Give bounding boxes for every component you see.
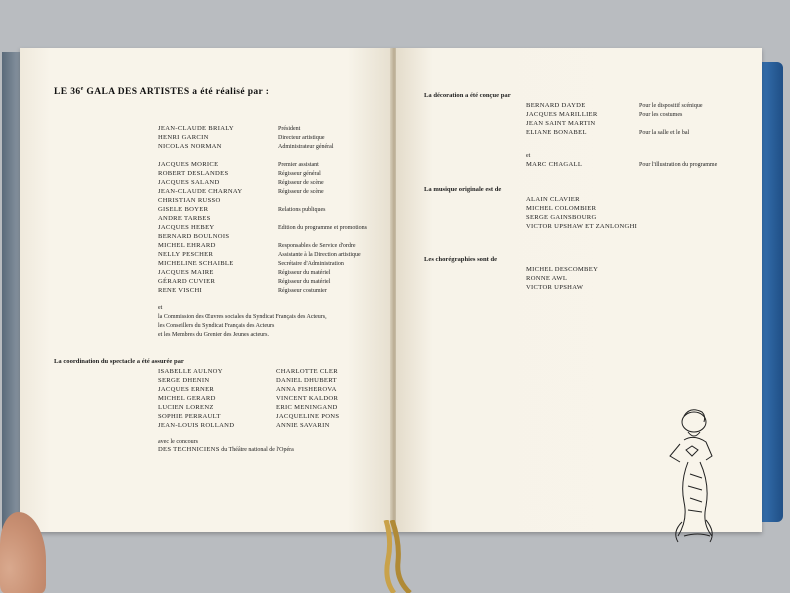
- composer-name: MICHEL COLOMBIER: [526, 205, 597, 212]
- staff-name: JACQUES SALAND: [158, 179, 220, 186]
- decorator-name: ELIANE BONABEL: [526, 129, 587, 136]
- staff-name: BERNARD BOULNOIS: [158, 233, 230, 240]
- et-label-right: et: [526, 153, 531, 159]
- coordinator-name: SERGE DHENIN: [158, 377, 210, 384]
- staff-role: Administrateur général: [278, 144, 334, 150]
- bookmark-ribbon: [380, 520, 420, 593]
- coordinator-name: ANNA FISHEROVA: [276, 386, 337, 393]
- decoration-title: La décoration a été conçue par: [424, 92, 511, 99]
- chagall-role: Pour l'illustration du programme: [639, 162, 718, 168]
- chagall-name: MARC CHAGALL: [526, 161, 583, 168]
- staff-role: Régisseur de scène: [278, 189, 324, 195]
- coordination-title: La coordination du spectacle a été assurée par: [54, 358, 184, 365]
- commission-line-1: la Commission des Œuvres sociales du Syndicat Français des Acteurs,: [158, 314, 327, 320]
- coordinator-name: LUCIEN LORENZ: [158, 404, 214, 411]
- staff-name: JEAN-CLAUDE BRIALY: [158, 125, 234, 132]
- staff-role: Edition du programme et promotions: [278, 225, 367, 231]
- coordinator-name: DANIEL DHUBERT: [276, 377, 337, 384]
- staff-name: JACQUES MORICE: [158, 161, 219, 168]
- staff-name: NELLY PESCHER: [158, 251, 214, 258]
- decorator-name: BERNARD DAYDE: [526, 102, 586, 109]
- staff-name: JACQUES MAIRE: [158, 269, 214, 276]
- choreo-title: Les chorégraphies sont de: [424, 256, 498, 263]
- coordinator-name: MICHEL GERARD: [158, 395, 216, 402]
- staff-role: Responsables de Service d'ordre: [278, 243, 356, 249]
- staff-role: Régisseur costumier: [278, 288, 327, 294]
- open-book: [20, 48, 762, 532]
- staff-name: JEAN-CLAUDE CHARNAY: [158, 188, 243, 195]
- musique-title: La musique originale est de: [424, 186, 502, 193]
- techniciens-line: DES TECHNICIENS du Théâtre national de l'Opéra: [158, 446, 294, 453]
- staff-name: GISELE BOYER: [158, 206, 209, 213]
- left-page: [20, 48, 392, 532]
- decorator-role: Pour les costumes: [639, 112, 683, 118]
- staff-role: Assistante à la Direction artistique: [278, 252, 361, 258]
- choreographer-name: MICHEL DESCOMBEY: [526, 266, 599, 273]
- coordinator-name: VINCENT KALDOR: [276, 395, 339, 402]
- composer-name: SERGE GAINSBOURG: [526, 214, 597, 221]
- staff-role: Relations publiques: [278, 207, 326, 213]
- decorator-role: Pour le dispositif scénique: [639, 103, 703, 109]
- staff-name: MICHEL EHRARD: [158, 242, 216, 249]
- staff-role: Régisseur du matériel: [278, 279, 331, 285]
- staff-name: ANDRE TARBES: [158, 215, 211, 222]
- coordinator-name: SOPHIE PERRAULT: [158, 413, 221, 420]
- staff-name: GÉRARD CUVIER: [158, 278, 216, 285]
- decorator-name: JACQUES MARILLIER: [526, 111, 598, 118]
- staff-name: HENRI GARCIN: [158, 134, 209, 141]
- staff-name: ROBERT DESLANDES: [158, 170, 229, 177]
- composer-name: VICTOR UPSHAW ET ZANLONGHI: [526, 223, 638, 230]
- coordinator-name: JEAN-LOUIS ROLLAND: [158, 422, 235, 429]
- chagall-illustration: [654, 404, 732, 552]
- staff-role: Régisseur de scène: [278, 180, 324, 186]
- staff-name: JACQUES HEBEY: [158, 224, 215, 231]
- staff-role: Régisseur général: [278, 171, 321, 177]
- staff-role: Régisseur du matériel: [278, 270, 331, 276]
- coordinator-name: ERIC MENINGAND: [276, 404, 338, 411]
- staff-role: Président: [278, 126, 301, 132]
- coordinator-name: ISABELLE AULNOY: [158, 368, 223, 375]
- staff-name: MICHELINE SCHAIBLE: [158, 260, 234, 267]
- commission-line-3: et les Membres du Grenier des Jeunes acteurs.: [158, 332, 269, 338]
- coordinator-name: JACQUES ERNER: [158, 386, 215, 393]
- staff-role: Secrétaire d'Administration: [278, 261, 344, 267]
- et-label: et: [158, 305, 163, 311]
- staff-role: Premier assistant: [278, 162, 319, 168]
- composer-name: ALAIN CLAVIER: [526, 196, 580, 203]
- coordinator-name: CHARLOTTE CLER: [276, 368, 338, 375]
- coordinator-name: ANNIE SAVARIN: [276, 422, 330, 429]
- page-heading: LE 36e GALA DES ARTISTES a été réalisé par :: [54, 86, 270, 98]
- staff-name: RENE VISCHI: [158, 287, 203, 294]
- staff-name: NICOLAS NORMAN: [158, 143, 222, 150]
- decorator-name: JEAN SAINT MARTIN: [526, 120, 596, 127]
- staff-name: CHRISTIAN RUSSO: [158, 197, 221, 204]
- concours-label: avec le concours: [158, 439, 198, 445]
- staff-role: Directeur artistique: [278, 135, 325, 141]
- decorator-role: Pour la salle et le bal: [639, 130, 690, 136]
- choreographer-name: RONNE AWL: [526, 275, 568, 282]
- choreographer-name: VICTOR UPSHAW: [526, 284, 584, 291]
- coordinator-name: JACQUELINE PONS: [276, 413, 340, 420]
- commission-line-2: les Conseillers du Syndicat Français des Acteurs: [158, 323, 275, 329]
